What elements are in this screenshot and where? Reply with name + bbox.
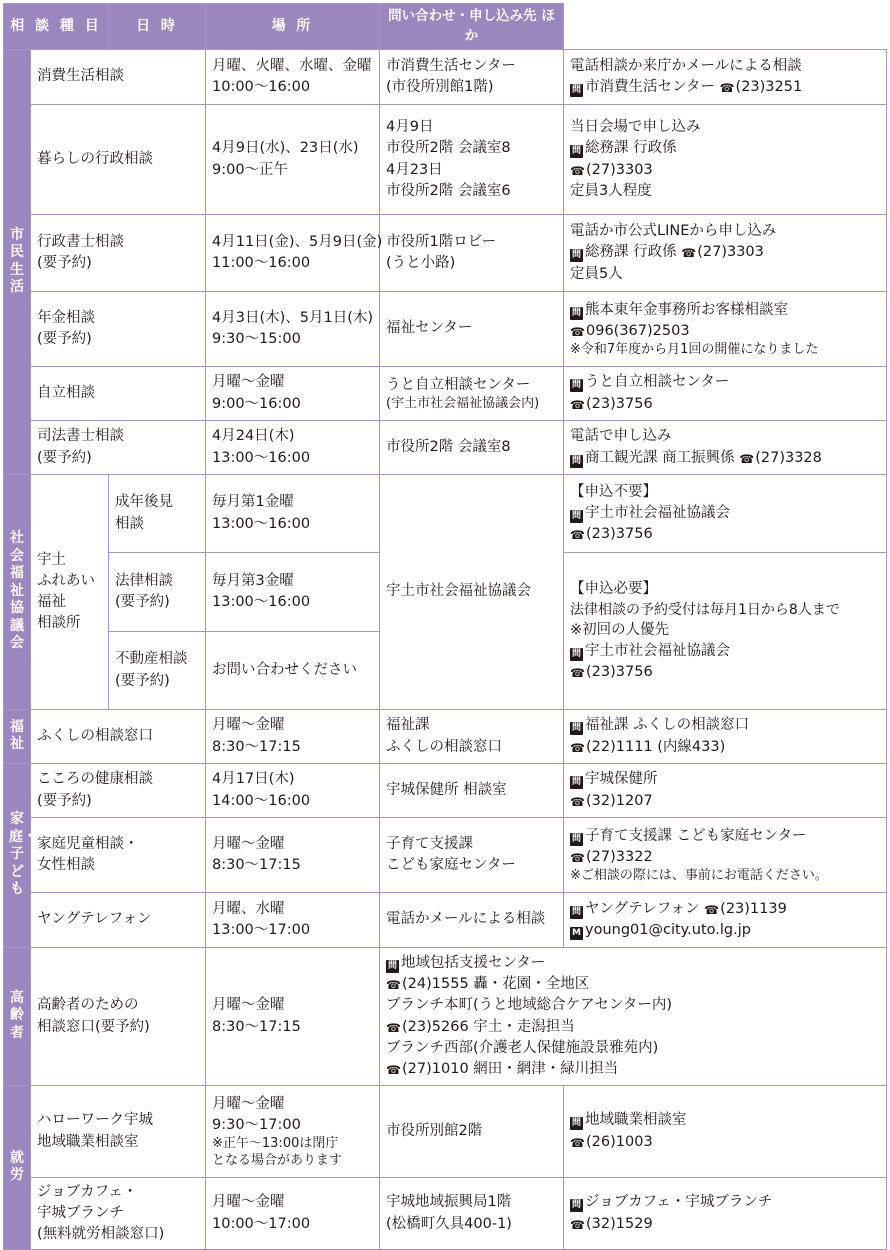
consultation-contact: 【申込不要】 問 宇土市社会福祉協議会 ☎(23)3756 [564, 475, 887, 553]
consultation-name: 家庭児童相談・ 女性相談 [31, 818, 206, 893]
consultation-datetime: 月曜〜金曜 8:30〜17:15 [206, 818, 380, 893]
table-row [4, 105, 887, 215]
consultation-place: 宇土市社会福祉協議会 [380, 475, 564, 710]
phone-icon: ☎ [570, 740, 585, 755]
consultation-datetime: 4月9日(水)、23日(水) 9:00〜正午 [206, 105, 380, 215]
phone-icon: ☎ [570, 163, 585, 178]
phone-icon: ☎ [570, 324, 585, 339]
consultation-contact: 問 熊本東年金事務所お客様相談室 ☎096(367)2503 ※令和7年度から月1回の開催になりました [564, 292, 887, 367]
phone-icon: ☎ [386, 1062, 401, 1077]
phone-icon: ☎ [386, 978, 401, 993]
table-row [4, 421, 887, 475]
email-link[interactable]: young01@city.uto.lg.jp [585, 922, 751, 938]
inquiry-icon: 問 [571, 723, 581, 734]
inquiry-icon: 問 [571, 649, 581, 660]
consultation-place: 子育て支援課 こども家庭センター [380, 818, 564, 893]
inquiry-icon: 問 [571, 146, 581, 157]
table-row [4, 764, 887, 818]
phone-icon: ☎ [386, 1020, 401, 1035]
consultation-contact: 問 宇城保健所 ☎(32)1207 [564, 764, 887, 818]
phone-icon: ☎ [739, 451, 755, 466]
consultation-place-contact: 問 地域包括支援センター ☎(24)1555 轟・花園・全地区 ブランチ本町(うと地域総合ケアセンター内) ☎(23)5266 宇土・走潟担当 ブランチ西部(介護老人保健施設景雅苑内) ☎(27)1010 網田・網津・緑川担当 [380, 948, 887, 1086]
phone-icon: ☎ [704, 902, 720, 917]
phone-icon: ☎ [570, 1135, 585, 1150]
consultation-name: 年金相談 (要予約) [31, 292, 206, 367]
consultation-name: ハローワーク宇城 地域職業相談室 [31, 1086, 206, 1178]
header-place: 場 所 [206, 4, 380, 50]
consultation-place: 宇城保健所 相談室 [380, 764, 564, 818]
consultation-contact: 問 福祉課 ふくしの相談窓口 ☎(22)1111 (内線433) [564, 710, 887, 764]
consultation-datetime: 月曜〜金曜 9:30〜17:00 ※正午〜13:00は閉庁 となる場合があります [206, 1086, 380, 1178]
consultation-datetime: 月曜〜金曜 9:00〜16:00 [206, 367, 380, 421]
consultation-name: 成年後見 相談 [109, 475, 206, 553]
consultation-name: 法律相談 (要予約) [109, 553, 206, 632]
category-shimin-seikatsu: 市民生活 [4, 50, 31, 475]
phone-icon: ☎ [570, 666, 585, 681]
consultation-name: 不動産相談 (要予約) [109, 632, 206, 710]
phone-icon: ☎ [570, 850, 585, 865]
category-shuro: 就労 [4, 1086, 31, 1250]
consultation-contact: 電話相談か来庁かメールによる相談 問 市消費生活センター ☎(23)3251 [564, 50, 887, 105]
table-row [4, 215, 887, 292]
consultation-place: 福祉課 ふくしの相談窓口 [380, 710, 564, 764]
fureai-group-name: 宇土 ふれあい 福祉 相談所 [31, 475, 109, 710]
inquiry-icon: 問 [571, 1118, 581, 1129]
inquiry-icon: 問 [571, 906, 581, 917]
header-contact: 問い合わせ・申し込み先 ほか [380, 4, 564, 50]
consultation-contact: 電話で申し込み 問 商工観光課 商工振興係 ☎(27)3328 [564, 421, 887, 475]
inquiry-icon: 問 [571, 85, 581, 95]
consultation-name: 暮らしの行政相談 [31, 105, 206, 215]
consultation-contact: 問 子育て支援課 こども家庭センター ☎(27)3322 ※ご相談の際には、事前にお電話ください。 [564, 818, 887, 893]
consultation-place: 電話かメールによる相談 [380, 893, 564, 948]
table-row [4, 367, 887, 421]
consultation-place: うと自立相談センター (宇土市社会福祉協議会内) [380, 367, 564, 421]
consultation-datetime: 4月11日(金)、5月9日(金) 11:00〜16:00 [206, 215, 380, 292]
consultation-name: ジョブカフェ・ 宇城ブランチ (無料就労相談窓口) [31, 1178, 206, 1250]
consultation-contact: 当日会場で申し込み 問 総務課 行政係 ☎(27)3303 定員3人程度 [564, 105, 887, 215]
consultation-contact: 問 ジョブカフェ・宇城ブランチ ☎(32)1529 [564, 1178, 887, 1250]
phone-icon: ☎ [570, 528, 585, 542]
consultation-name: 行政書士相談 (要予約) [31, 215, 206, 292]
inquiry-icon: 問 [387, 961, 397, 972]
table-row [4, 292, 887, 367]
consultation-name: こころの健康相談 (要予約) [31, 764, 206, 818]
category-katei-kodomo: 家庭・子ども [4, 764, 31, 948]
consultation-datetime: 4月17日(木) 14:00〜16:00 [206, 764, 380, 818]
inquiry-icon: 問 [571, 510, 581, 521]
phone-icon: ☎ [570, 1217, 585, 1232]
header-row [4, 4, 887, 50]
table-row [4, 475, 887, 553]
table-row [4, 50, 887, 105]
consultation-datetime: 月曜〜金曜 8:30〜17:15 [206, 710, 380, 764]
phone-icon: ☎ [570, 794, 585, 809]
consultation-contact: 問 うと自立相談センター ☎(23)3756 [564, 367, 887, 421]
inquiry-icon: 問 [571, 455, 581, 466]
inquiry-icon: 問 [571, 307, 581, 318]
consultation-place: 市役所1階ロビー (うと小路) [380, 215, 564, 292]
consultation-place: 4月9日 市役所2階 会議室8 4月23日 市役所2階 会議室6 [380, 105, 564, 215]
inquiry-icon: 問 [571, 777, 581, 788]
consultation-name: 司法書士相談 (要予約) [31, 421, 206, 475]
consultation-place: 福祉センター [380, 292, 564, 367]
consultation-datetime: 4月24日(木) 13:00〜16:00 [206, 421, 380, 475]
table-row [4, 948, 887, 1086]
consultation-datetime: 4月3日(木)、5月1日(木) 9:30〜15:00 [206, 292, 380, 367]
consultation-datetime: 毎月第3金曜 13:00〜16:00 [206, 553, 380, 632]
category-koreisha: 高齢者 [4, 948, 31, 1086]
consultation-datetime: 月曜、火曜、水曜、金曜 10:00〜16:00 [206, 50, 380, 105]
consultation-place: 宇城地域振興局1階 (松橋町久具400-1) [380, 1178, 564, 1250]
consultation-name: 高齢者のための 相談窓口(要予約) [31, 948, 206, 1086]
table-row [4, 1086, 887, 1178]
consultation-name: 消費生活相談 [31, 50, 206, 105]
table-row [4, 893, 887, 948]
category-fukushi: 福祉 [4, 710, 31, 764]
consultation-datetime: 月曜〜金曜 8:30〜17:15 [206, 948, 380, 1086]
table-row [4, 710, 887, 764]
consultation-place: 市消費生活センター (市役所別館1階) [380, 50, 564, 105]
inquiry-icon: 問 [571, 1200, 581, 1211]
table-row [4, 1178, 887, 1250]
header-datetime: 日 時 [109, 4, 206, 50]
consultation-name: 自立相談 [31, 367, 206, 421]
consultation-table [3, 3, 887, 1250]
consultation-name: ヤングテレフォン [31, 893, 206, 948]
phone-icon: ☎ [719, 81, 735, 95]
mail-icon: M [570, 927, 583, 940]
header-consultation-type: 相 談 種 目 [4, 4, 109, 50]
phone-icon: ☎ [570, 397, 585, 412]
consultation-datetime: 月曜〜金曜 10:00〜17:00 [206, 1178, 380, 1250]
phone-icon: ☎ [681, 246, 697, 261]
consultation-contact: 問 ヤングテレフォン ☎(23)1139 M young01@city.uto.lg.jp [564, 893, 887, 948]
consultation-place: 市役所別館2階 [380, 1086, 564, 1178]
consultation-contact: 問 地域職業相談室 ☎(26)1003 [564, 1086, 887, 1178]
category-shakai-fukushi-kyogikai: 社会福祉協議会 [4, 475, 31, 710]
consultation-datetime: 月曜、水曜 13:00〜17:00 [206, 893, 380, 948]
table-row [4, 818, 887, 893]
inquiry-icon: 問 [571, 380, 581, 391]
inquiry-icon: 問 [571, 833, 581, 844]
consultation-name: ふくしの相談窓口 [31, 710, 206, 764]
consultation-place: 市役所2階 会議室8 [380, 421, 564, 475]
consultation-datetime: 毎月第1金曜 13:00〜16:00 [206, 475, 380, 553]
consultation-contact: 【申込必要】 法律相談の予約受付は毎月1日から8人まで ※初回の人優先 問 宇土市社会福祉協議会 ☎(23)3756 [564, 553, 887, 710]
inquiry-icon: 問 [571, 250, 581, 261]
consultation-contact: 電話か市公式LINEから申し込み 問 総務課 行政係 ☎(27)3303 定員5人 [564, 215, 887, 292]
consultation-datetime: お問い合わせください [206, 632, 380, 710]
